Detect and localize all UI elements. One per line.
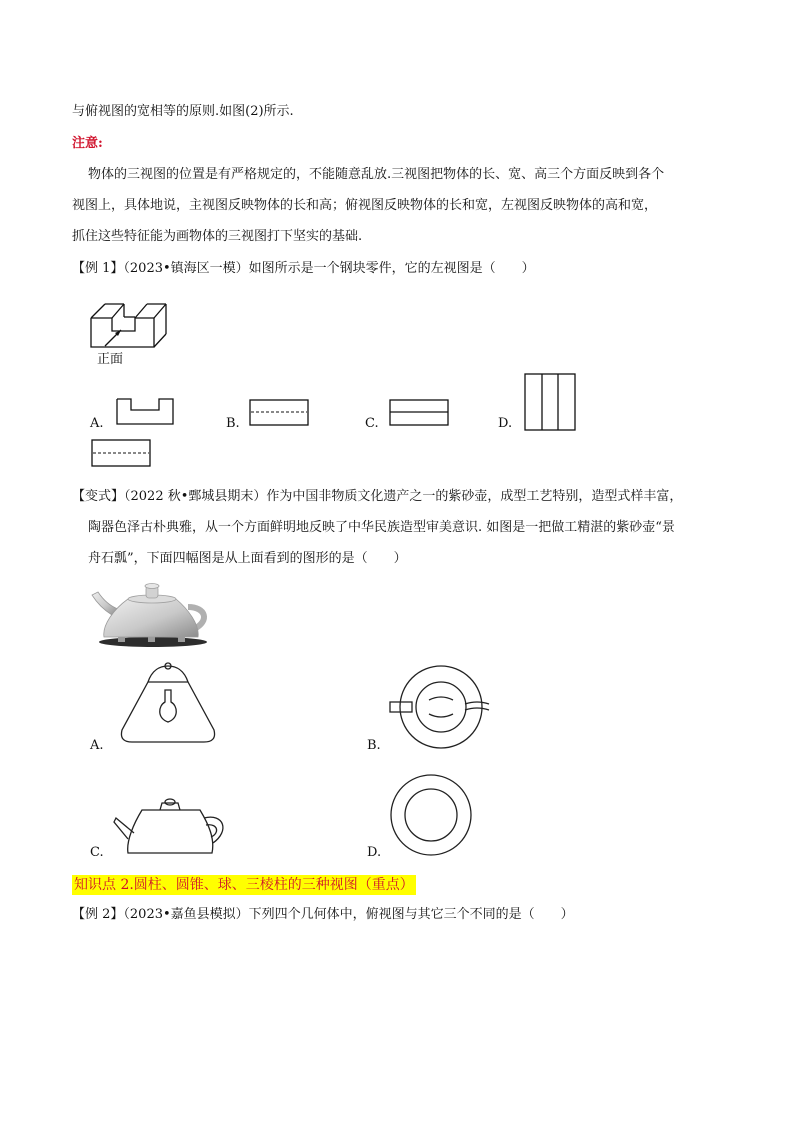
variant-option-a-figure[interactable] (112, 660, 224, 750)
ex1-extra-figure (90, 438, 154, 468)
variant-option-c-label: C. (90, 845, 104, 860)
example1-question: 【例 1】（2023•镇海区一模）如图所示是一个钢块零件，它的左视图是（ ） (72, 261, 535, 276)
variant-option-c-figure[interactable] (112, 795, 232, 857)
ex1-option-c-label: C. (365, 416, 379, 431)
note-line-3: 抓住这些特征能为画物体的三视图打下坚实的基础. (72, 229, 363, 244)
variant-option-a-label: A. (90, 738, 104, 753)
ex1-option-d-figure[interactable] (523, 372, 577, 432)
ex1-option-b-figure[interactable] (248, 398, 312, 428)
ex1-option-a-figure[interactable] (115, 396, 177, 428)
front-label: 正面 (97, 352, 124, 367)
variant-line-1: 【变式】（2022 秋•鄄城县期末）作为中国非物质文化遗产之一的紫砂壶，成型工艺特别，造型式样丰富， (72, 489, 683, 504)
note-line-2: 视图上，具体地说，主视图反映物体的长和高；俯视图反映物体的长和宽，左视图反映物体的高和宽， (72, 198, 658, 213)
ex1-option-c-figure[interactable] (388, 398, 452, 428)
note-title: 注意: (72, 136, 103, 151)
variant-option-b-figure[interactable] (387, 660, 492, 754)
variant-option-d-label: D. (367, 845, 382, 860)
variant-line-2: 陶器色泽古朴典雅，从一个方面鲜明地反映了中华民族造型审美意识. 如图是一把做工精湛的紫砂壶“景 (88, 520, 675, 535)
intro-line: 与俯视图的宽相等的原则.如图(2)所示. (72, 104, 294, 119)
teapot-photo (88, 573, 213, 653)
variant-option-d-figure[interactable] (388, 772, 474, 858)
knowledge-point-heading: 知识点 2.圆柱、圆锥、球、三棱柱的三种视图（重点） (74, 877, 414, 893)
ex1-option-d-label: D. (498, 416, 513, 431)
variant-line-3: 舟石瓢”，下面四幅图是从上面看到的图形的是（ ） (88, 551, 407, 566)
variant-option-b-label: B. (367, 738, 381, 753)
example2-question: 【例 2】（2023•嘉鱼县模拟）下列四个几何体中，俯视图与其它三个不同的是（ ） (72, 907, 574, 922)
ex1-option-b-label: B. (226, 416, 240, 431)
note-line-1: 物体的三视图的位置是有严格规定的，不能随意乱放.三视图把物体的长、宽、高三个方面反映到各个 (88, 167, 665, 182)
ex1-option-a-label: A. (90, 416, 104, 431)
